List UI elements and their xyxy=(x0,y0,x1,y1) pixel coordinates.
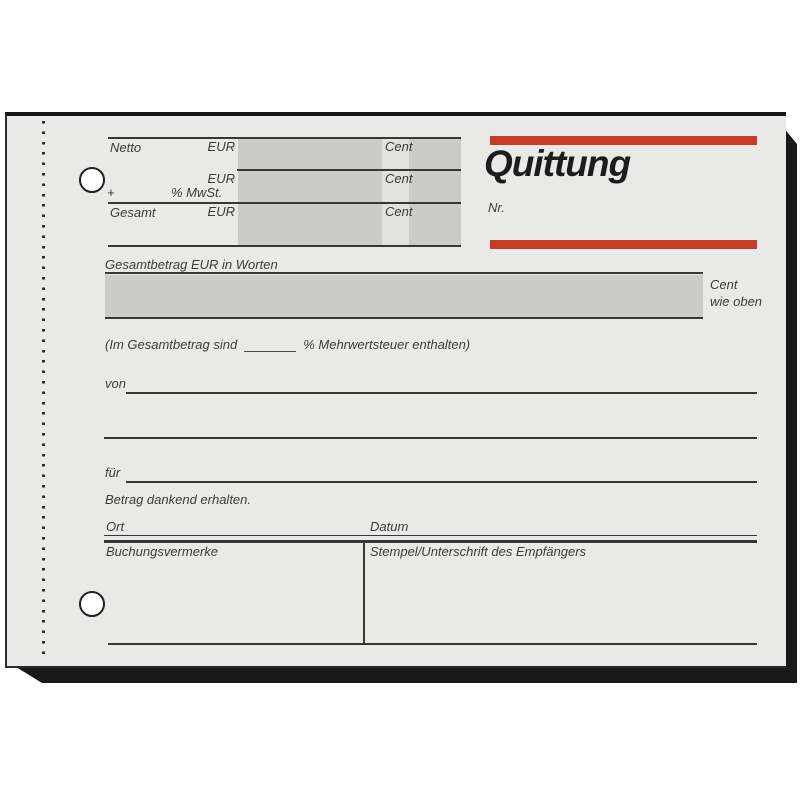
cent-note-line1: Cent xyxy=(710,277,738,292)
amounts-row-separator-1 xyxy=(237,169,461,171)
place-date-writing-line[interactable] xyxy=(104,535,757,536)
footer-box-divider xyxy=(363,541,365,644)
date-label: Datum xyxy=(370,519,409,534)
place-label: Ort xyxy=(106,519,125,534)
cent-label-column xyxy=(382,139,409,245)
from-line-2[interactable] xyxy=(104,437,757,439)
cent-label-row2: Cent xyxy=(385,171,413,186)
eur-label-row1: EUR xyxy=(207,139,235,154)
vat-included-note xyxy=(105,337,470,352)
amount-in-words-underline xyxy=(105,272,703,274)
vat-percent-blank[interactable] xyxy=(244,339,296,352)
punch-hole-top xyxy=(79,167,105,193)
amount-in-words-label: Gesamtbetrag EUR in Worten xyxy=(105,257,278,272)
netto-label: Netto xyxy=(110,140,142,155)
receipt-number-label: Nr. xyxy=(488,200,505,215)
amount-in-words-field[interactable] xyxy=(105,275,703,319)
footer-box-bottom-line xyxy=(108,643,757,645)
eur-label-row3: EUR xyxy=(207,204,235,219)
gesamt-label: Gesamt xyxy=(110,205,156,220)
from-line-1[interactable] xyxy=(126,392,757,394)
for-label: für xyxy=(105,465,121,480)
title-rule-bottom xyxy=(490,240,757,249)
form-title: Quittung xyxy=(484,143,631,184)
amount-eur-column[interactable] xyxy=(238,139,382,245)
vat-percent-label: % MwSt. xyxy=(171,185,223,200)
stamp-signature-area[interactable] xyxy=(366,560,756,642)
received-note: Betrag dankend erhalten. xyxy=(105,492,251,507)
for-line[interactable] xyxy=(126,481,757,483)
vat-plus-sign: + xyxy=(107,185,115,200)
amounts-bottom-line xyxy=(108,245,461,247)
footer-box-top-line xyxy=(104,540,757,543)
vat-note-suffix: % Mehrwertsteuer enthalten) xyxy=(303,337,471,352)
cent-label-row1: Cent xyxy=(385,139,413,154)
amount-cent-column[interactable] xyxy=(409,139,461,245)
eur-label-row2: EUR xyxy=(207,171,235,186)
stamp-signature-label: Stempel/Unterschrift des Empfängers xyxy=(370,544,587,559)
cent-label-row3: Cent xyxy=(385,204,413,219)
vat-note-prefix: (Im Gesamtbetrag sind xyxy=(105,337,238,352)
booking-notes-area[interactable] xyxy=(106,560,361,642)
from-label: von xyxy=(105,376,126,391)
cent-note-line2: wie oben xyxy=(710,294,763,309)
punch-hole-bottom xyxy=(79,591,105,617)
booking-notes-label: Buchungsvermerke xyxy=(106,544,218,559)
perforation-dots xyxy=(42,121,45,662)
